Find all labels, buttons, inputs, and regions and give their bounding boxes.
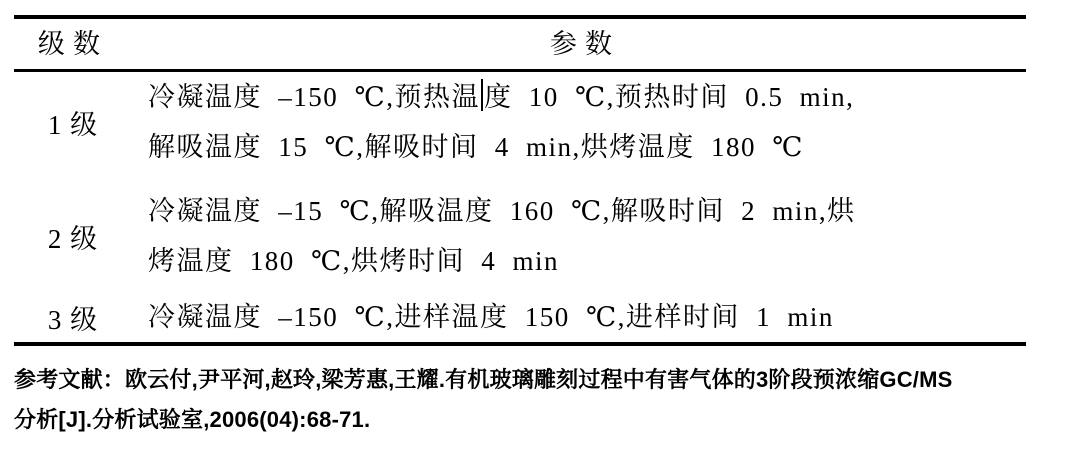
- stage2-param-line1: 冷凝温度 –15 ℃,解吸温度 160 ℃,解吸时间 2 min,烘: [148, 196, 856, 226]
- stage3-param-cell: [132, 292, 1026, 342]
- reference-citation: [14, 360, 1060, 440]
- reference-line2: 分析[J].分析试验室,2006(04):68-71.: [14, 407, 371, 432]
- table-row-stage1: [14, 72, 1026, 186]
- header-cell-param: 参数: [549, 29, 621, 59]
- stage2-level-cell: 2 级: [47, 223, 99, 254]
- parameters-table: [14, 15, 1026, 346]
- stage1-level-cell: 1 级: [47, 109, 99, 140]
- stage1-param-cell: [132, 72, 1026, 172]
- stage2-param-cell: [132, 186, 1026, 286]
- header-cell-level: 级数: [37, 29, 109, 59]
- stage3-param-line1: 冷凝温度 –150 ℃,进样温度 150 ℃,进样时间 1 min: [148, 302, 834, 332]
- text-cursor: [481, 79, 483, 111]
- reference-line1: 参考文献：欧云付,尹平河,赵玲,梁芳惠,王耀.有机玻璃雕刻过程中有害气体的3阶段预浓缩GC/MS: [14, 367, 953, 392]
- table-row-stage3: [14, 292, 1026, 342]
- stage3-level-cell: 3 级: [47, 304, 99, 335]
- stage2-param-line2: 烤温度 180 ℃,烘烤时间 4 min: [148, 246, 559, 276]
- stage1-param-line1-after-cursor: 度 10 ℃,预热时间 0.5 min,: [483, 82, 855, 112]
- table-header-row: [14, 19, 1026, 72]
- stage1-param-line1: [148, 72, 1022, 122]
- stage1-param-line1-before-cursor: 冷凝温度 –150 ℃,预热温: [148, 82, 480, 112]
- table-row-stage2: [14, 186, 1026, 292]
- stage1-param-line2: 解吸温度 15 ℃,解吸时间 4 min,烘烤温度 180 ℃: [148, 132, 804, 162]
